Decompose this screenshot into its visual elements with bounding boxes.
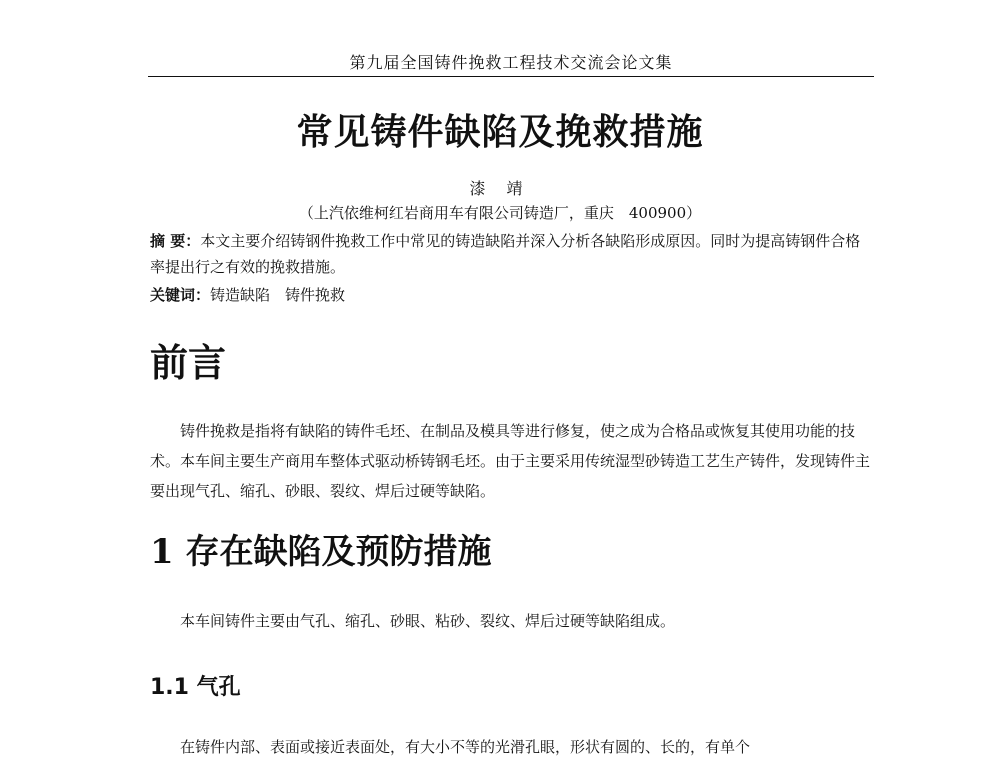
keywords-label: 关键词： [150,286,211,304]
abstract-label: 摘 要： [150,232,201,250]
keywords-text: 铸造缺陷 铸件挽救 [210,286,346,304]
section-1-1-paragraph: 在铸件内部、表面或接近表面处，有大小不等的光滑孔眼，形状有圆的、长的，有单个 [180,738,751,756]
abstract-text: 本文主要介绍铸钢件挽救工作中常见的铸造缺陷并深入分析各缺陷形成原因。同时为提高铸钢件合格率提出行之有效的挽救措施。 [150,232,861,276]
paper-title: 常见铸件缺陷及挽救措施 [296,111,704,153]
running-header: 第九届全国铸件挽救工程技术交流会论文集 [349,53,673,72]
keywords [150,282,874,308]
preface-paragraph: 铸件挽救是指将有缺陷的铸件毛坯、在制品及模具等进行修复，使之成为合格品或恢复其使用功能的技术。本车间主要生产商用车整体式驱动桥铸钢毛坯。由于主要采用传统湿型砂铸造工艺生产铸件，发现铸件主要出现气孔、缩孔、砂眼、裂纹、焊后过硬等缺陷。 [150,422,871,500]
preface-heading: 前言 [150,340,227,385]
author: 漆 靖 [469,179,531,198]
section-1-paragraph: 本车间铸件主要由气孔、缩孔、砂眼、粘砂、裂纹、焊后过硬等缺陷组成。 [180,612,676,630]
section-1-heading: 1 存在缺陷及预防措施 [150,532,492,572]
abstract [150,228,874,280]
affiliation: （上汽依维柯红岩商用车有限公司铸造厂，重庆 400900） [298,204,702,222]
section-1-1-heading: 1.1 气孔 [150,675,241,700]
header-rule [148,76,874,77]
